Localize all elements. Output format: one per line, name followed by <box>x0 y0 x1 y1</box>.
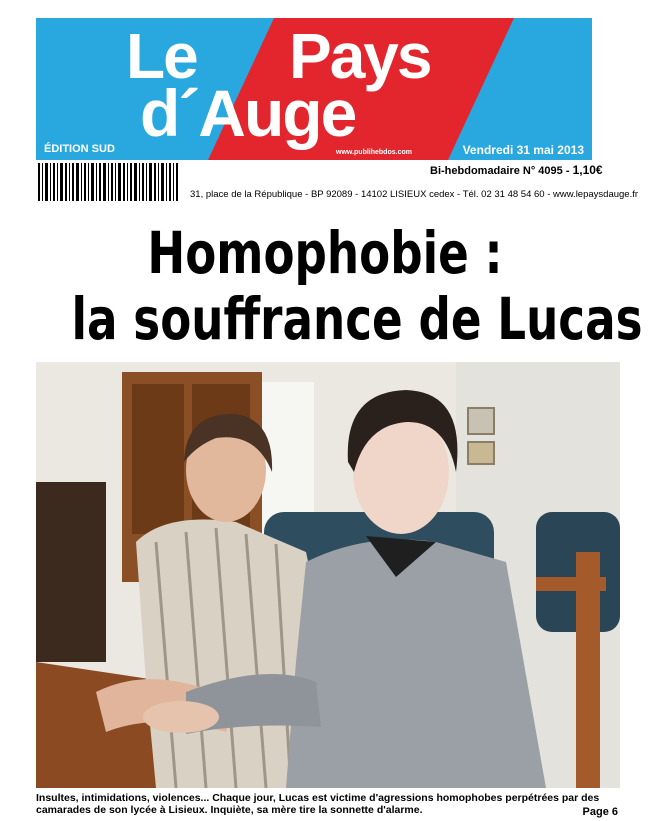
page-reference[interactable]: Page 6 <box>582 806 618 818</box>
masthead <box>36 18 592 160</box>
logo-pays: Pays <box>289 20 431 92</box>
cover-photo <box>36 362 620 788</box>
headline-line-2: la souffrance de Lucas <box>71 285 643 353</box>
publisher-address: 31, place de la République - BP 92089 - 14102 LISIEUX cedex - Tél. 02 31 48 54 60 - www.lepaysdauge.fr <box>190 189 639 200</box>
issue-number <box>430 163 603 177</box>
logo-dauge: d´Auge <box>140 76 356 150</box>
logo-le: Le <box>126 20 197 92</box>
headline-line-1: Homophobie : <box>147 219 503 287</box>
edition-label: ÉDITION SUD <box>44 143 115 155</box>
publihebdos-link[interactable]: www.publihebdos.com <box>336 149 412 156</box>
issue-price: 1,10€ <box>572 163 603 177</box>
photo-caption: Insultes, intimidations, violences... Chaque jour, Lucas est victime d'agressions homophobes perpétrées par des camarades de son lycée à Lisieux. Inquiète, sa mère tire la sonnette d'alarme. <box>36 792 600 816</box>
issue-prefix: Bi-hebdomadaire N° 4095 - <box>430 165 573 177</box>
barcode-icon <box>38 163 178 201</box>
issue-date: Vendredi 31 mai 2013 <box>462 143 584 157</box>
